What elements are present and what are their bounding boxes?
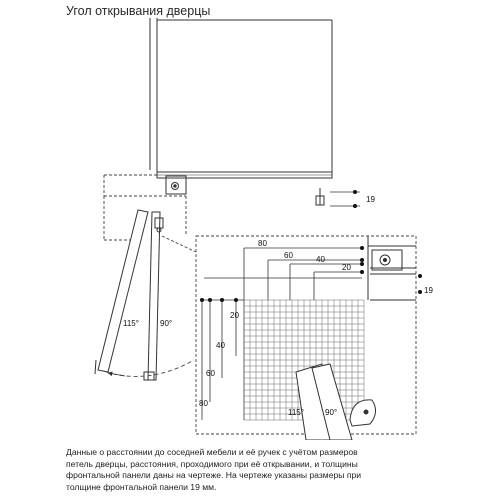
closed-door-outline — [104, 175, 186, 240]
detail-door-90 — [350, 400, 376, 426]
hinge-top — [166, 176, 186, 194]
detail-leader — [162, 236, 196, 252]
dim-dot — [353, 190, 357, 194]
dim-60-v-label: 60 — [206, 369, 215, 378]
page-title: Угол открывания дверцы — [66, 4, 211, 18]
dim-40-h-label: 40 — [316, 255, 325, 264]
dim-19-right-label: 19 — [424, 286, 433, 295]
dim-60-h-label: 60 — [284, 251, 293, 260]
caption-line-3: фронтальной панели даны на чертеже. На чертеже указаны размеры при — [66, 470, 362, 481]
dim-20-v-label: 20 — [230, 311, 239, 320]
detail-cabinet — [368, 236, 416, 300]
dim-80-h-label: 80 — [258, 239, 267, 248]
dim-40-v-label: 40 — [216, 341, 225, 350]
caption-line-4: толщине фронтальной панели 19 мм. — [66, 481, 217, 492]
caption — [66, 447, 446, 493]
dimension-19-right — [418, 274, 433, 295]
angle-90-left: 90° — [160, 319, 173, 328]
horizontal-dim-dots — [360, 246, 364, 274]
dim-20-h-label: 20 — [342, 263, 351, 272]
opened-door — [95, 210, 163, 380]
dim-80-v-label: 80 — [199, 399, 208, 408]
angle-115-detail: 115° — [288, 408, 304, 417]
dim-19-top-label: 19 — [366, 195, 375, 204]
swing-arrow — [108, 373, 125, 376]
dimension-19-top — [330, 190, 375, 208]
angle-115-left: 115° — [123, 319, 139, 328]
caption-line-2: петель дверцы, расстояния, проходимого при её открывании, и толщины — [66, 458, 358, 469]
door-stop-pin — [316, 188, 324, 205]
cabinet-outline — [150, 18, 332, 178]
dim-dot — [353, 204, 357, 208]
caption-line-1: Данные о расстоянии до соседней мебели и её ручек с учётом размеров — [66, 447, 358, 457]
angle-90-detail: 90° — [325, 408, 338, 417]
